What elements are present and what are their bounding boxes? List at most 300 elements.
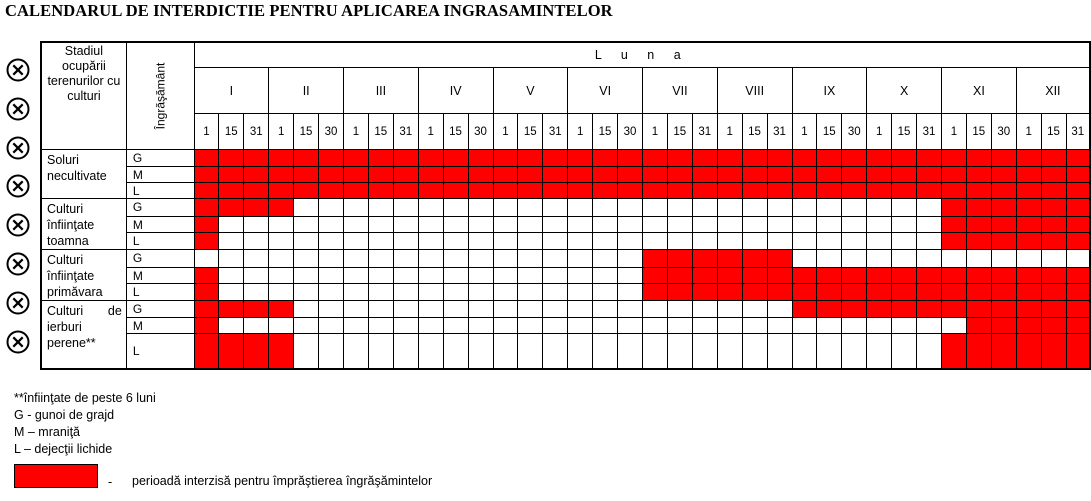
allowed-period-cell	[568, 318, 593, 334]
allowed-period-cell	[817, 250, 842, 268]
forbidden-period-cell	[817, 267, 842, 284]
forbidden-period-cell	[319, 150, 344, 167]
forbidden-period-cell	[1066, 301, 1090, 318]
forbidden-period-cell	[194, 167, 219, 183]
allowed-period-cell	[418, 233, 443, 250]
allowed-period-cell	[493, 216, 518, 233]
day-label: 1	[493, 114, 518, 150]
allowed-period-cell	[717, 334, 742, 369]
forbidden-period-cell	[767, 150, 792, 167]
allowed-period-cell	[842, 334, 867, 369]
allowed-period-cell	[1041, 250, 1066, 268]
forbidden-period-cell	[817, 167, 842, 183]
day-label: 31	[543, 114, 568, 150]
forbidden-period-cell	[667, 167, 692, 183]
allowed-period-cell	[942, 318, 967, 334]
allowed-period-cell	[917, 318, 942, 334]
forbidden-period-cell	[717, 150, 742, 167]
day-label: 1	[792, 114, 817, 150]
allowed-period-cell	[867, 199, 892, 217]
allowed-period-cell	[393, 233, 418, 250]
allowed-period-cell	[194, 250, 219, 268]
day-label: 15	[966, 114, 991, 150]
forbidden-period-cell	[667, 150, 692, 167]
forbidden-period-cell	[917, 267, 942, 284]
page-title: CALENDARUL DE INTERDICTIE PENTRU APLICAREA INGRASAMINTELOR	[5, 1, 613, 20]
fertilizer-type-label: L	[126, 233, 194, 250]
forbidden-period-cell	[942, 183, 967, 199]
forbidden-period-cell	[1041, 233, 1066, 250]
forbidden-period-cell	[368, 183, 393, 199]
allowed-period-cell	[593, 318, 618, 334]
forbidden-period-cell	[842, 183, 867, 199]
forbidden-period-cell	[518, 183, 543, 199]
forbidden-period-cell	[194, 284, 219, 301]
day-label: 15	[817, 114, 842, 150]
forbidden-period-cell	[294, 183, 319, 199]
forbidden-period-cell	[344, 183, 369, 199]
allowed-period-cell	[593, 233, 618, 250]
forbidden-period-cell	[468, 183, 493, 199]
day-label: 31	[692, 114, 717, 150]
forbidden-period-cell	[991, 334, 1016, 369]
forbidden-period-cell	[842, 301, 867, 318]
allowed-period-cell	[294, 301, 319, 318]
allowed-period-cell	[618, 233, 643, 250]
month-10: X	[867, 68, 942, 114]
allowed-period-cell	[219, 233, 244, 250]
close-circle-icon	[6, 291, 30, 315]
forbidden-period-cell	[742, 284, 767, 301]
forbidden-period-cell	[393, 183, 418, 199]
footnotes	[14, 390, 156, 458]
fertilizer-type-label: M	[126, 167, 194, 183]
day-label: 1	[942, 114, 967, 150]
calendar-row	[41, 150, 1090, 167]
allowed-period-cell	[468, 301, 493, 318]
fertilizer-type-label: L	[126, 334, 194, 369]
forbidden-period-cell	[966, 167, 991, 183]
forbidden-period-cell	[817, 284, 842, 301]
forbidden-period-cell	[942, 267, 967, 284]
allowed-period-cell	[742, 301, 767, 318]
forbidden-period-cell	[194, 199, 219, 217]
allowed-period-cell	[593, 216, 618, 233]
allowed-period-cell	[493, 233, 518, 250]
forbidden-period-cell	[443, 183, 468, 199]
forbidden-period-cell	[792, 267, 817, 284]
allowed-period-cell	[543, 284, 568, 301]
forbidden-period-cell	[742, 267, 767, 284]
allowed-period-cell	[892, 233, 917, 250]
allowed-period-cell	[892, 216, 917, 233]
allowed-period-cell	[443, 199, 468, 217]
allowed-period-cell	[319, 284, 344, 301]
calendar-row	[41, 318, 1090, 334]
forbidden-period-cell	[643, 150, 668, 167]
allowed-period-cell	[792, 216, 817, 233]
allowed-period-cell	[817, 199, 842, 217]
allowed-period-cell	[443, 318, 468, 334]
allowed-period-cell	[817, 334, 842, 369]
forbidden-period-cell	[418, 167, 443, 183]
forbidden-period-cell	[966, 216, 991, 233]
forbidden-period-cell	[593, 150, 618, 167]
forbidden-period-cell	[219, 150, 244, 167]
allowed-period-cell	[667, 199, 692, 217]
allowed-period-cell	[319, 334, 344, 369]
allowed-period-cell	[568, 267, 593, 284]
forbidden-period-cell	[867, 267, 892, 284]
forbidden-period-cell	[966, 318, 991, 334]
allowed-period-cell	[493, 334, 518, 369]
header-luna: L u n a	[194, 42, 1090, 68]
footnote-perennial: **înfiinţate de peste 6 luni	[14, 391, 156, 405]
forbidden-period-cell	[418, 150, 443, 167]
allowed-period-cell	[892, 199, 917, 217]
forbidden-period-cell	[792, 284, 817, 301]
forbidden-period-cell	[942, 284, 967, 301]
forbidden-period-cell	[244, 150, 269, 167]
allowed-period-cell	[817, 318, 842, 334]
allowed-period-cell	[344, 301, 369, 318]
allowed-period-cell	[742, 216, 767, 233]
month-8: VIII	[717, 68, 792, 114]
allowed-period-cell	[867, 334, 892, 369]
legend-text: perioadă interzisă pentru împrăştierea îngrăşămintelor	[132, 474, 433, 488]
group-label: Soluri necultivate	[41, 150, 126, 199]
forbidden-period-cell	[867, 183, 892, 199]
allowed-period-cell	[219, 267, 244, 284]
forbidden-period-cell	[443, 150, 468, 167]
forbidden-period-cell	[942, 334, 967, 369]
allowed-period-cell	[692, 318, 717, 334]
allowed-period-cell	[443, 267, 468, 284]
forbidden-period-cell	[692, 267, 717, 284]
forbidden-period-cell	[618, 150, 643, 167]
close-circle-icon	[6, 213, 30, 237]
allowed-period-cell	[543, 301, 568, 318]
allowed-period-cell	[344, 334, 369, 369]
allowed-period-cell	[568, 233, 593, 250]
month-12: XII	[1016, 68, 1090, 114]
month-5: V	[493, 68, 568, 114]
forbidden-period-cell	[319, 167, 344, 183]
forbidden-period-cell	[817, 183, 842, 199]
calendar-row	[41, 301, 1090, 318]
allowed-period-cell	[468, 318, 493, 334]
forbidden-period-cell	[244, 199, 269, 217]
forbidden-period-cell	[1016, 216, 1041, 233]
forbidden-period-cell	[194, 318, 219, 334]
forbidden-period-cell	[1016, 318, 1041, 334]
forbidden-period-cell	[767, 267, 792, 284]
forbidden-period-cell	[792, 167, 817, 183]
allowed-period-cell	[643, 216, 668, 233]
day-label: 31	[244, 114, 269, 150]
allowed-period-cell	[493, 267, 518, 284]
month-6: VI	[568, 68, 643, 114]
allowed-period-cell	[468, 250, 493, 268]
allowed-period-cell	[493, 318, 518, 334]
forbidden-period-cell	[1041, 216, 1066, 233]
forbidden-period-cell	[1016, 334, 1041, 369]
calendar-row	[41, 284, 1090, 301]
close-circle-icon	[6, 58, 30, 82]
allowed-period-cell	[1016, 250, 1041, 268]
forbidden-period-cell	[543, 150, 568, 167]
forbidden-period-cell	[568, 183, 593, 199]
allowed-period-cell	[867, 318, 892, 334]
forbidden-period-cell	[867, 284, 892, 301]
forbidden-period-cell	[1016, 167, 1041, 183]
footnote-m: M – mraniţă	[14, 425, 80, 439]
allowed-period-cell	[867, 250, 892, 268]
forbidden-period-cell	[966, 301, 991, 318]
allowed-period-cell	[393, 334, 418, 369]
forbidden-period-cell	[966, 150, 991, 167]
allowed-period-cell	[917, 233, 942, 250]
allowed-period-cell	[294, 318, 319, 334]
fertilizer-type-label: G	[126, 250, 194, 268]
forbidden-period-cell	[991, 183, 1016, 199]
allowed-period-cell	[418, 199, 443, 217]
allowed-period-cell	[717, 233, 742, 250]
allowed-period-cell	[543, 267, 568, 284]
forbidden-period-cell	[518, 167, 543, 183]
allowed-period-cell	[244, 233, 269, 250]
forbidden-period-cell	[1016, 199, 1041, 217]
forbidden-period-cell	[543, 183, 568, 199]
day-label: 15	[518, 114, 543, 150]
forbidden-period-cell	[892, 183, 917, 199]
allowed-period-cell	[568, 199, 593, 217]
allowed-period-cell	[368, 318, 393, 334]
forbidden-period-cell	[568, 150, 593, 167]
allowed-period-cell	[393, 267, 418, 284]
fertilizer-type-label: G	[126, 199, 194, 217]
allowed-period-cell	[219, 216, 244, 233]
allowed-period-cell	[792, 334, 817, 369]
allowed-period-cell	[244, 267, 269, 284]
forbidden-period-cell	[643, 267, 668, 284]
close-circle-icon	[6, 330, 30, 354]
forbidden-period-cell	[767, 183, 792, 199]
allowed-period-cell	[792, 199, 817, 217]
forbidden-period-cell	[468, 167, 493, 183]
allowed-period-cell	[294, 233, 319, 250]
forbidden-period-cell	[1041, 334, 1066, 369]
forbidden-period-cell	[942, 301, 967, 318]
forbidden-period-cell	[269, 199, 294, 217]
forbidden-period-cell	[917, 150, 942, 167]
day-label: 1	[418, 114, 443, 150]
forbidden-period-cell	[742, 250, 767, 268]
allowed-period-cell	[817, 216, 842, 233]
allowed-period-cell	[319, 199, 344, 217]
forbidden-period-cell	[917, 183, 942, 199]
allowed-period-cell	[1066, 250, 1090, 268]
allowed-period-cell	[543, 233, 568, 250]
forbidden-period-cell	[942, 199, 967, 217]
forbidden-period-cell	[443, 167, 468, 183]
allowed-period-cell	[618, 301, 643, 318]
allowed-period-cell	[244, 250, 269, 268]
month-4: IV	[418, 68, 493, 114]
forbidden-period-cell	[867, 167, 892, 183]
forbidden-period-cell	[667, 183, 692, 199]
header-row-months	[41, 68, 1090, 114]
allowed-period-cell	[618, 284, 643, 301]
forbidden-period-cell	[518, 150, 543, 167]
allowed-period-cell	[418, 267, 443, 284]
allowed-period-cell	[518, 233, 543, 250]
allowed-period-cell	[468, 233, 493, 250]
forbidden-period-cell	[1016, 233, 1041, 250]
forbidden-period-cell	[917, 301, 942, 318]
forbidden-period-cell	[867, 301, 892, 318]
month-2: II	[269, 68, 344, 114]
fertilizer-type-label: L	[126, 284, 194, 301]
forbidden-period-cell	[219, 301, 244, 318]
forbidden-period-cell	[742, 167, 767, 183]
forbidden-period-cell	[368, 150, 393, 167]
allowed-period-cell	[418, 301, 443, 318]
allowed-period-cell	[917, 334, 942, 369]
month-7: VII	[643, 68, 718, 114]
allowed-period-cell	[443, 250, 468, 268]
forbidden-period-cell	[1066, 233, 1090, 250]
allowed-period-cell	[393, 216, 418, 233]
fertilizer-type-label: M	[126, 318, 194, 334]
day-label: 1	[568, 114, 593, 150]
allowed-period-cell	[518, 301, 543, 318]
forbidden-period-cell	[892, 301, 917, 318]
allowed-period-cell	[418, 334, 443, 369]
allowed-period-cell	[418, 318, 443, 334]
allowed-period-cell	[418, 284, 443, 301]
forbidden-period-cell	[643, 250, 668, 268]
day-label: 15	[294, 114, 319, 150]
forbidden-period-cell	[991, 267, 1016, 284]
allowed-period-cell	[692, 233, 717, 250]
allowed-period-cell	[493, 250, 518, 268]
allowed-period-cell	[219, 250, 244, 268]
allowed-period-cell	[867, 233, 892, 250]
allowed-period-cell	[319, 250, 344, 268]
forbidden-period-cell	[867, 150, 892, 167]
forbidden-period-cell	[493, 183, 518, 199]
day-label: 1	[643, 114, 668, 150]
forbidden-period-cell	[1041, 301, 1066, 318]
allowed-period-cell	[842, 199, 867, 217]
allowed-period-cell	[568, 284, 593, 301]
forbidden-period-cell	[667, 267, 692, 284]
allowed-period-cell	[593, 267, 618, 284]
allowed-period-cell	[294, 199, 319, 217]
forbidden-period-cell	[368, 167, 393, 183]
forbidden-period-cell	[991, 284, 1016, 301]
allowed-period-cell	[393, 250, 418, 268]
allowed-period-cell	[418, 216, 443, 233]
allowed-period-cell	[393, 199, 418, 217]
allowed-period-cell	[568, 250, 593, 268]
allowed-period-cell	[568, 301, 593, 318]
forbidden-period-cell	[1066, 150, 1090, 167]
allowed-period-cell	[269, 284, 294, 301]
allowed-period-cell	[643, 233, 668, 250]
forbidden-period-cell	[344, 167, 369, 183]
fertilizer-type-label: G	[126, 301, 194, 318]
forbidden-period-cell	[194, 216, 219, 233]
fertilizer-type-label: L	[126, 183, 194, 199]
allowed-period-cell	[742, 199, 767, 217]
allowed-period-cell	[643, 334, 668, 369]
allowed-period-cell	[618, 216, 643, 233]
allowed-period-cell	[344, 216, 369, 233]
forbidden-period-cell	[1041, 167, 1066, 183]
calendar-row	[41, 334, 1090, 369]
forbidden-period-cell	[393, 167, 418, 183]
allowed-period-cell	[219, 318, 244, 334]
allowed-period-cell	[717, 199, 742, 217]
allowed-period-cell	[692, 199, 717, 217]
forbidden-period-cell	[817, 301, 842, 318]
day-label: 30	[618, 114, 643, 150]
day-label: 15	[443, 114, 468, 150]
forbidden-period-cell	[717, 250, 742, 268]
forbidden-period-cell	[892, 150, 917, 167]
forbidden-period-cell	[618, 167, 643, 183]
forbidden-period-cell	[269, 167, 294, 183]
forbidden-period-cell	[966, 267, 991, 284]
forbidden-period-cell	[966, 199, 991, 217]
forbidden-period-cell	[767, 250, 792, 268]
day-label: 30	[842, 114, 867, 150]
forbidden-period-cell	[942, 150, 967, 167]
allowed-period-cell	[294, 334, 319, 369]
allowed-period-cell	[842, 318, 867, 334]
allowed-period-cell	[344, 250, 369, 268]
allowed-period-cell	[518, 250, 543, 268]
forbidden-period-cell	[717, 183, 742, 199]
forbidden-period-cell	[792, 301, 817, 318]
forbidden-period-cell	[269, 334, 294, 369]
forbidden-period-cell	[892, 167, 917, 183]
forbidden-period-cell	[1066, 318, 1090, 334]
day-label: 31	[917, 114, 942, 150]
forbidden-period-cell	[1041, 150, 1066, 167]
allowed-period-cell	[643, 199, 668, 217]
forbidden-period-cell	[244, 167, 269, 183]
day-label: 1	[269, 114, 294, 150]
forbidden-period-cell	[219, 334, 244, 369]
allowed-period-cell	[468, 216, 493, 233]
forbidden-period-cell	[593, 167, 618, 183]
allowed-period-cell	[792, 233, 817, 250]
forbidden-period-cell	[1016, 284, 1041, 301]
allowed-period-cell	[518, 267, 543, 284]
allowed-period-cell	[418, 250, 443, 268]
forbidden-period-cell	[244, 183, 269, 199]
forbidden-period-cell	[468, 150, 493, 167]
forbidden-period-cell	[742, 150, 767, 167]
forbidden-period-cell	[1041, 199, 1066, 217]
forbidden-period-cell	[892, 284, 917, 301]
close-circle-icon	[6, 252, 30, 276]
allowed-period-cell	[618, 334, 643, 369]
allowed-period-cell	[892, 334, 917, 369]
